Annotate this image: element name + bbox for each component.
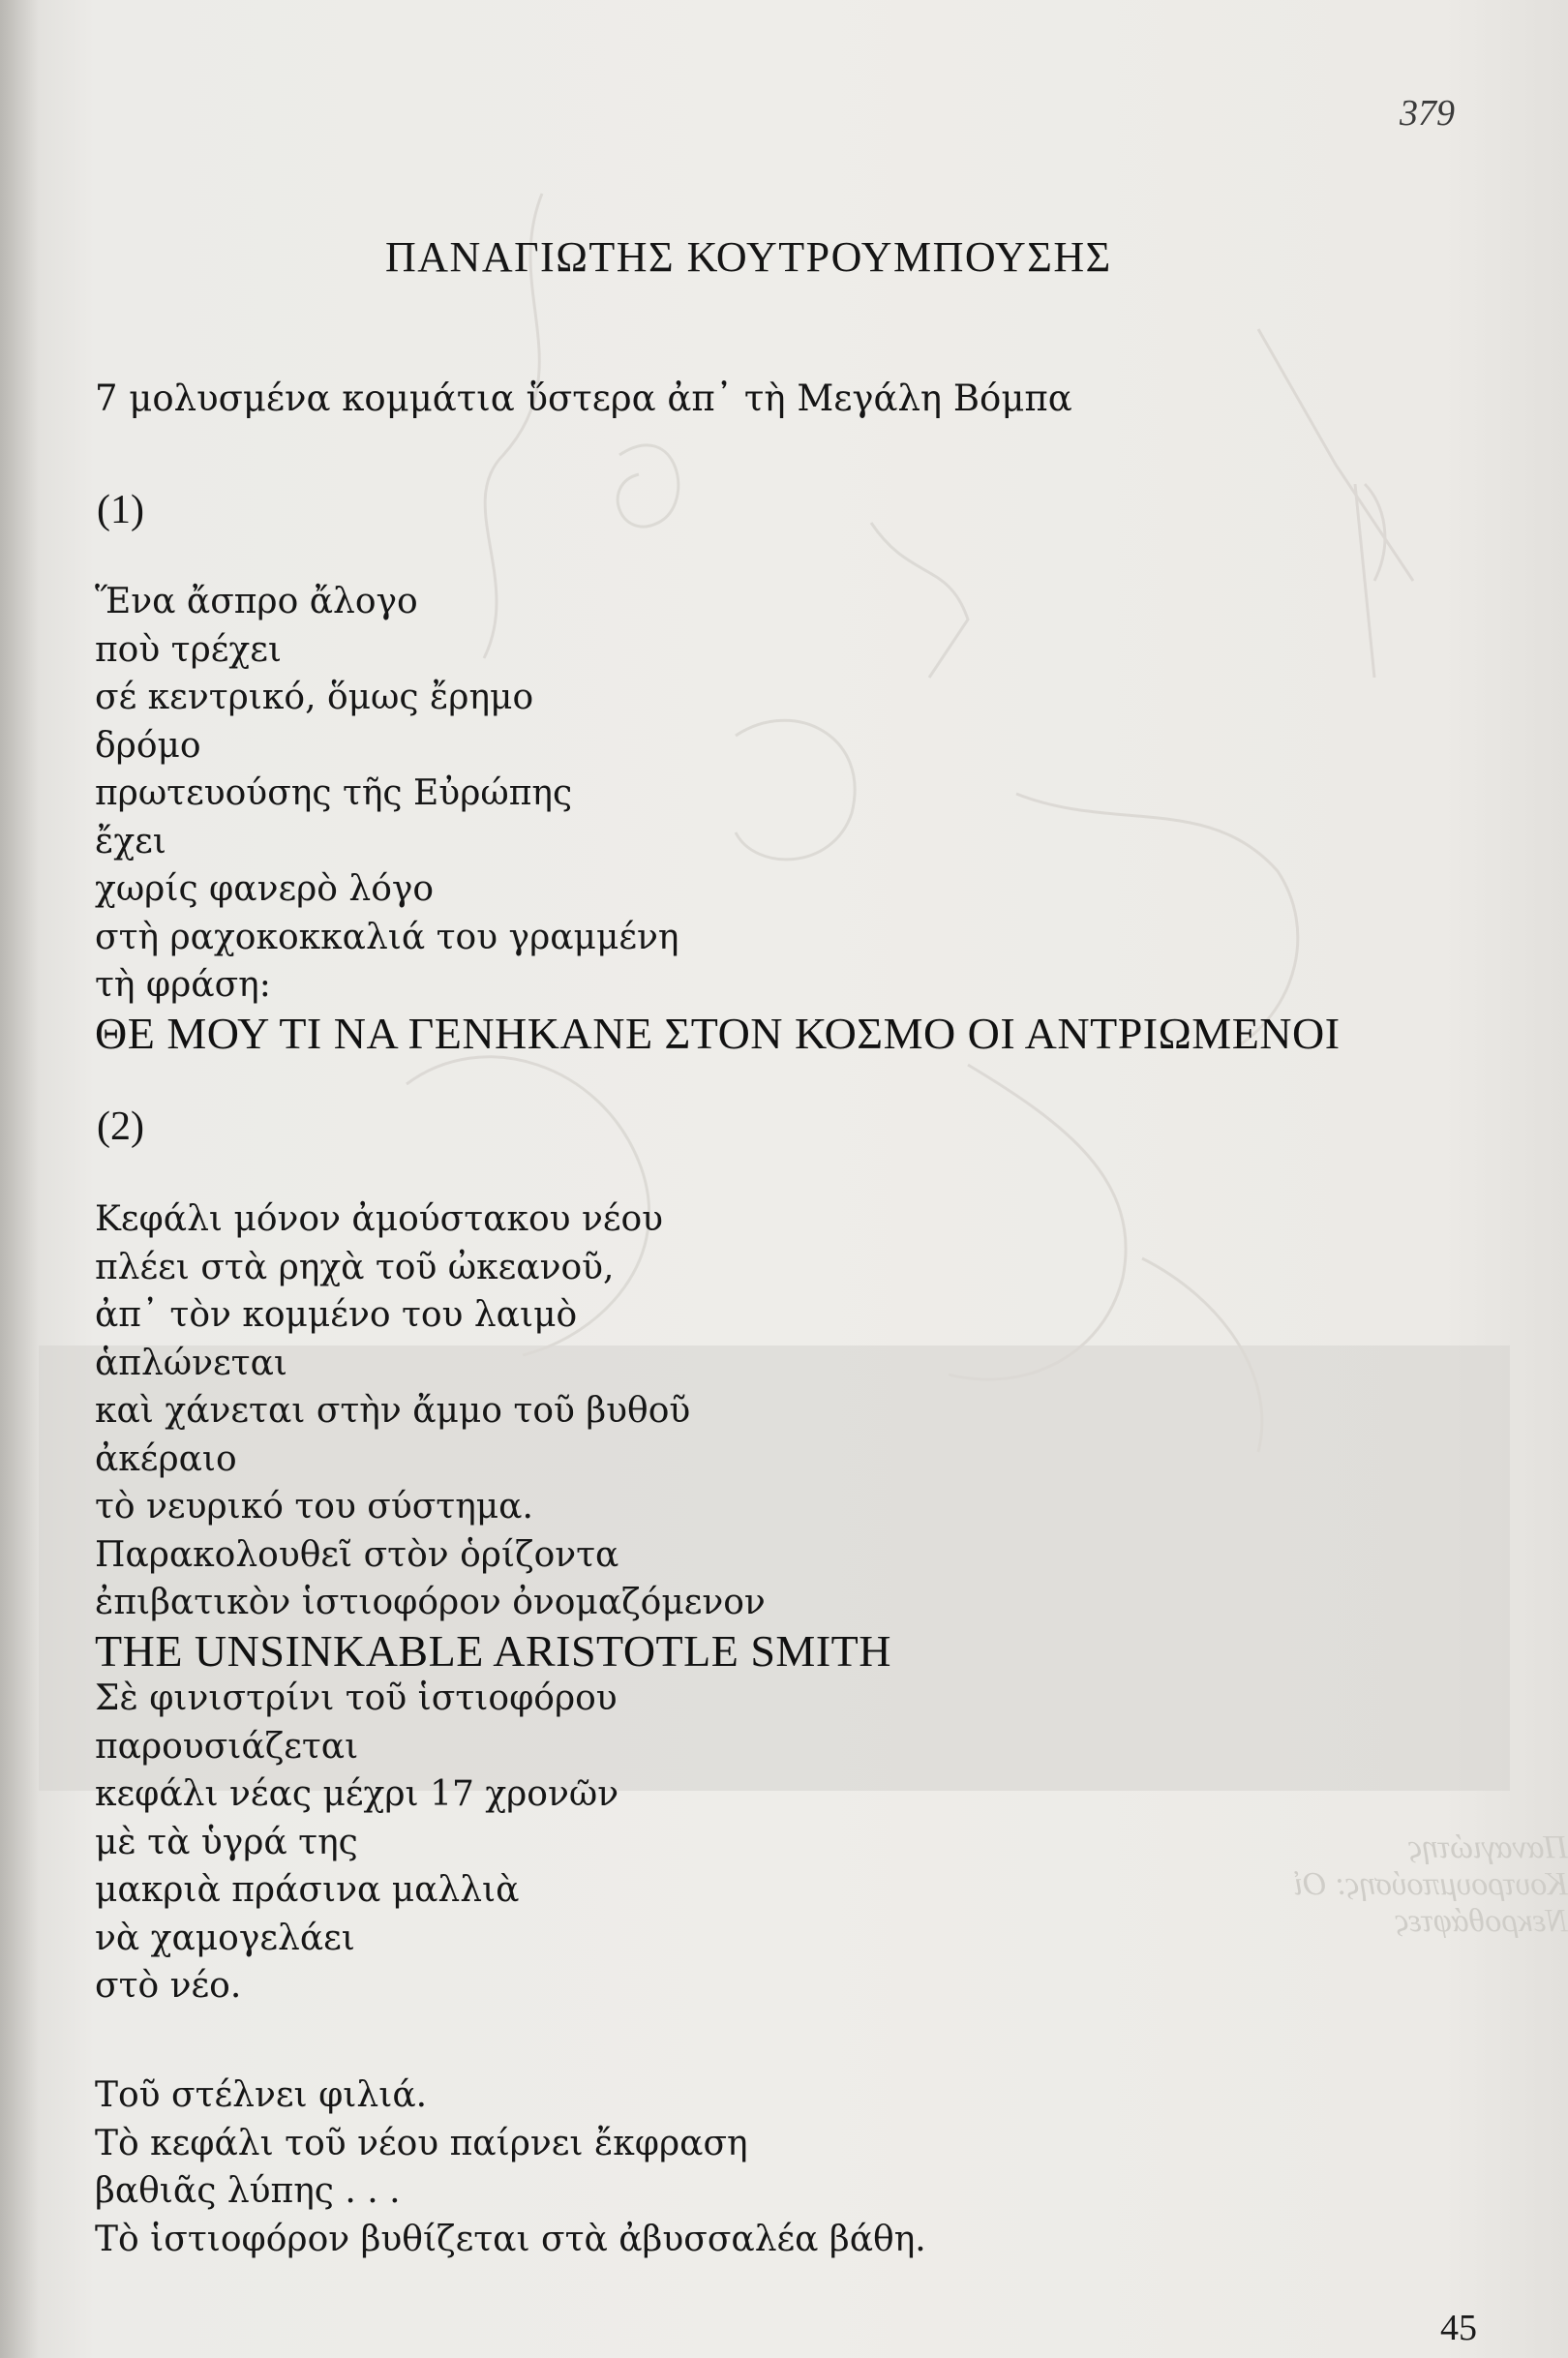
- poem-line: Ἕνα ἄσπρο ἄλογο: [95, 582, 418, 621]
- page-number-top: 379: [1400, 93, 1455, 134]
- poem-line: πλέει στὰ ρηχὰ τοῦ ὠκεανοῦ,: [95, 1247, 615, 1287]
- poem-line: σέ κεντρικό, ὅμως ἔρημο: [95, 678, 534, 717]
- poem-line: Παρακολουθεῖ στὸν ὁρίζοντα: [95, 1534, 619, 1575]
- poem-line: ἔχει: [95, 821, 166, 862]
- poem-line: μακριὰ πράσινα μαλλιὰ: [95, 1870, 520, 1910]
- poem-line: καὶ χάνεται στὴν ἄμμο τοῦ βυθοῦ: [95, 1391, 691, 1431]
- poem-line: χωρίς φανερὸ λόγο: [95, 869, 435, 909]
- poem-line: κεφάλι νέας μέχρι 17 χρονῶν: [95, 1774, 619, 1814]
- poem-line: στὸ νέο.: [95, 1966, 242, 2006]
- show-through-caption: Παναγιώτης Κουτρουμπούσης: Οἱ Νεκροθάφτες: [1293, 1829, 1568, 1939]
- poem-line: δρόμο: [95, 725, 201, 766]
- poem-line: Τὸ ἱστιοφόρον βυθίζεται στὰ ἀβυσσαλέα βάθη.: [95, 2219, 926, 2259]
- poem-line-capitals: ΘΕ ΜΟΥ ΤΙ ΝΑ ΓΕΝΗΚΑΝΕ ΣΤΟΝ ΚΟΣΜΟ ΟΙ ΑΝΤΡΙΩΜΕΝΟΙ: [95, 1008, 1341, 1058]
- section-marker-1: (1): [97, 488, 144, 532]
- poem-line: βαθιᾶς λύπης . . .: [95, 2171, 401, 2211]
- section-marker-2: (2): [97, 1104, 144, 1149]
- poem-line: τὴ φράση:: [95, 965, 271, 1005]
- poem-line: μὲ τὰ ὑγρά της: [95, 1822, 358, 1862]
- stanza-1: [95, 578, 1341, 1057]
- poem-line: Τοῦ στέλνει φιλιά.: [95, 2075, 428, 2115]
- poem-line: ποὺ τρέχει: [95, 629, 282, 670]
- poem-line: Κεφάλι μόνον ἀμούστακου νέου: [95, 1199, 664, 1239]
- poem-line: Τὸ κεφάλι τοῦ νέου παίρνει ἔκφραση: [95, 2123, 748, 2163]
- poem-line: ἁπλώνεται: [95, 1343, 288, 1383]
- author-heading: ΠΑΝΑΓΙΩΤΗΣ ΚΟΥΤΡΟΥΜΠΟΥΣΗΣ: [385, 233, 1112, 281]
- poem-line: ἀκέραιο: [95, 1438, 237, 1479]
- poem-line: τὸ νευρικό του σύστημα.: [95, 1487, 533, 1527]
- poem-line: Σὲ φινιστρίνι τοῦ ἱστιοφόρου: [95, 1678, 618, 1718]
- poem-line: στὴ ραχοκοκκαλιά του γραμμένη: [95, 917, 679, 957]
- poem-line: παρουσιάζεται: [95, 1726, 359, 1767]
- poem-title: 7 μολυσμένα κομμάτια ὕστερα ἀπ᾽ τὴ Μεγάλη Βόμπα: [95, 378, 1072, 419]
- poem-line: νὰ χαμογελάει: [95, 1918, 355, 1958]
- poem-line-capitals: THE UNSINKABLE ARISTOTLE SMITH: [95, 1625, 891, 1676]
- page-number-bottom: 45: [1440, 2308, 1477, 2348]
- poem-line: ἐπιβατικὸν ἱστιοφόρον ὀνομαζόμενον: [95, 1583, 766, 1622]
- stanza-2: [95, 1195, 891, 2010]
- poem-line: ἀπ᾽ τὸν κομμένο του λαιμὸ: [95, 1295, 578, 1335]
- stanza-2-continuation: [95, 2071, 926, 2263]
- poem-line: πρωτευούσης τῆς Εὐρώπης: [95, 773, 573, 813]
